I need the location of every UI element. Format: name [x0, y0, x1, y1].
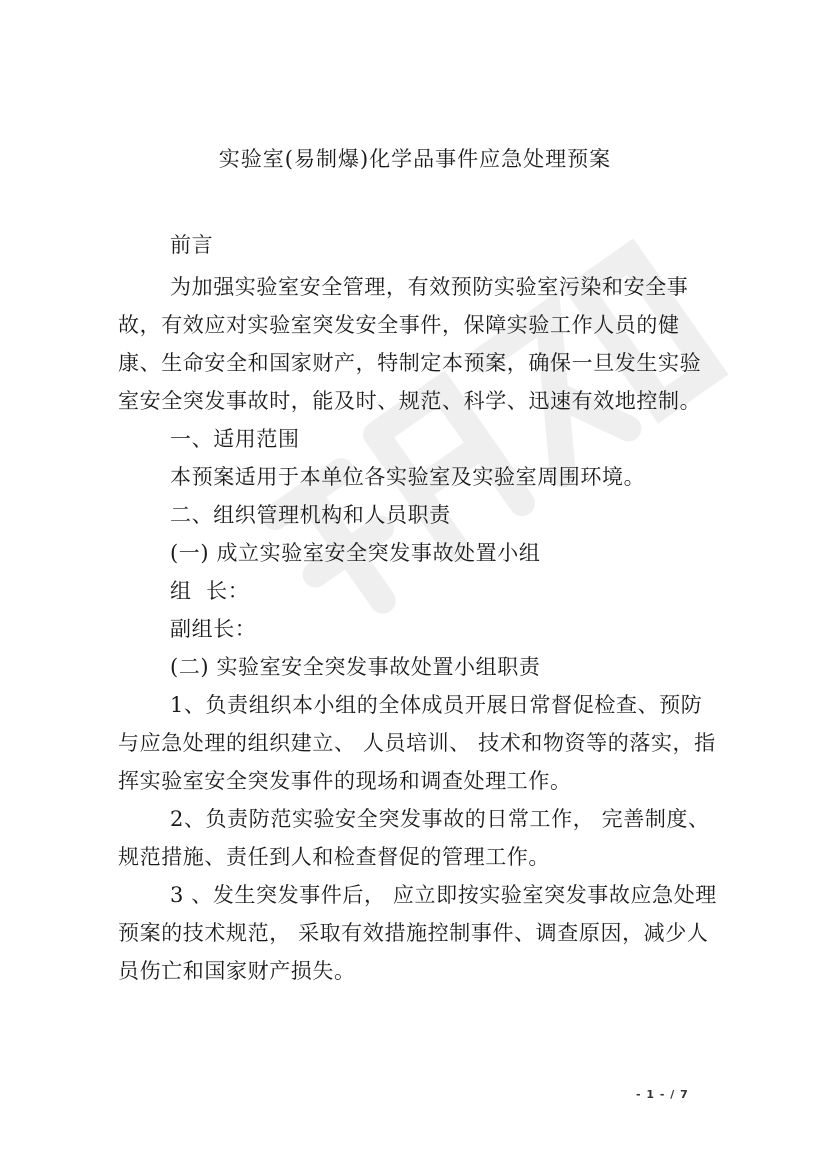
section-heading-preface: 前言: [170, 233, 214, 257]
subsection-heading-duties: (二) 实验室安全突发事故处置小组职责: [170, 655, 541, 679]
scope-paragraph: 本预案适用于本单位各实验室及实验室周围环境。: [170, 465, 646, 489]
team-leader-line: 组 长：: [170, 579, 250, 603]
duty-item-3: 3 、发生突发事件后， 应立即按实验室突发事故应急处理预案的技术规范， 采取有效措施控制事件、调查原因，减少人员伤亡和国家财产损失。: [118, 883, 717, 983]
section-heading-organization: 二、组织管理机构和人员职责: [170, 503, 451, 527]
duty-item-2: 2、负责防范实验安全突发事故的日常工作， 完善制度、规范措施、责任到人和检查督促的管理工作。: [118, 807, 710, 869]
deputy-leader-line: 副组长：: [170, 617, 257, 641]
document-body: [118, 226, 718, 990]
section-heading-scope: 一、适用范围: [170, 427, 300, 451]
subsection-heading-team: (一) 成立实验室安全突发事故处置小组: [170, 541, 541, 565]
page-number: - 1 - / 7: [636, 1088, 689, 1101]
preface-paragraph: 为加强实验室安全管理，有效预防实验室污染和安全事故，有效应对实验室突发安全事件，保障实验工作人员的健康、生命安全和国家财产，特制定本预案，确保一旦发生实验室安全突发事故时，能及时、规范、科学、迅速有效地控制。: [118, 275, 702, 413]
document-title: 实验室(易制爆)化学品事件应急处理预案: [218, 147, 612, 171]
duty-item-1: 1、负责组织本小组的全体成员开展日常督促检查、预防与应急处理的组织建立、 人员培训、 技术和物资等的落实，指挥实验室安全突发事件的现场和调查处理工作。: [118, 693, 716, 793]
